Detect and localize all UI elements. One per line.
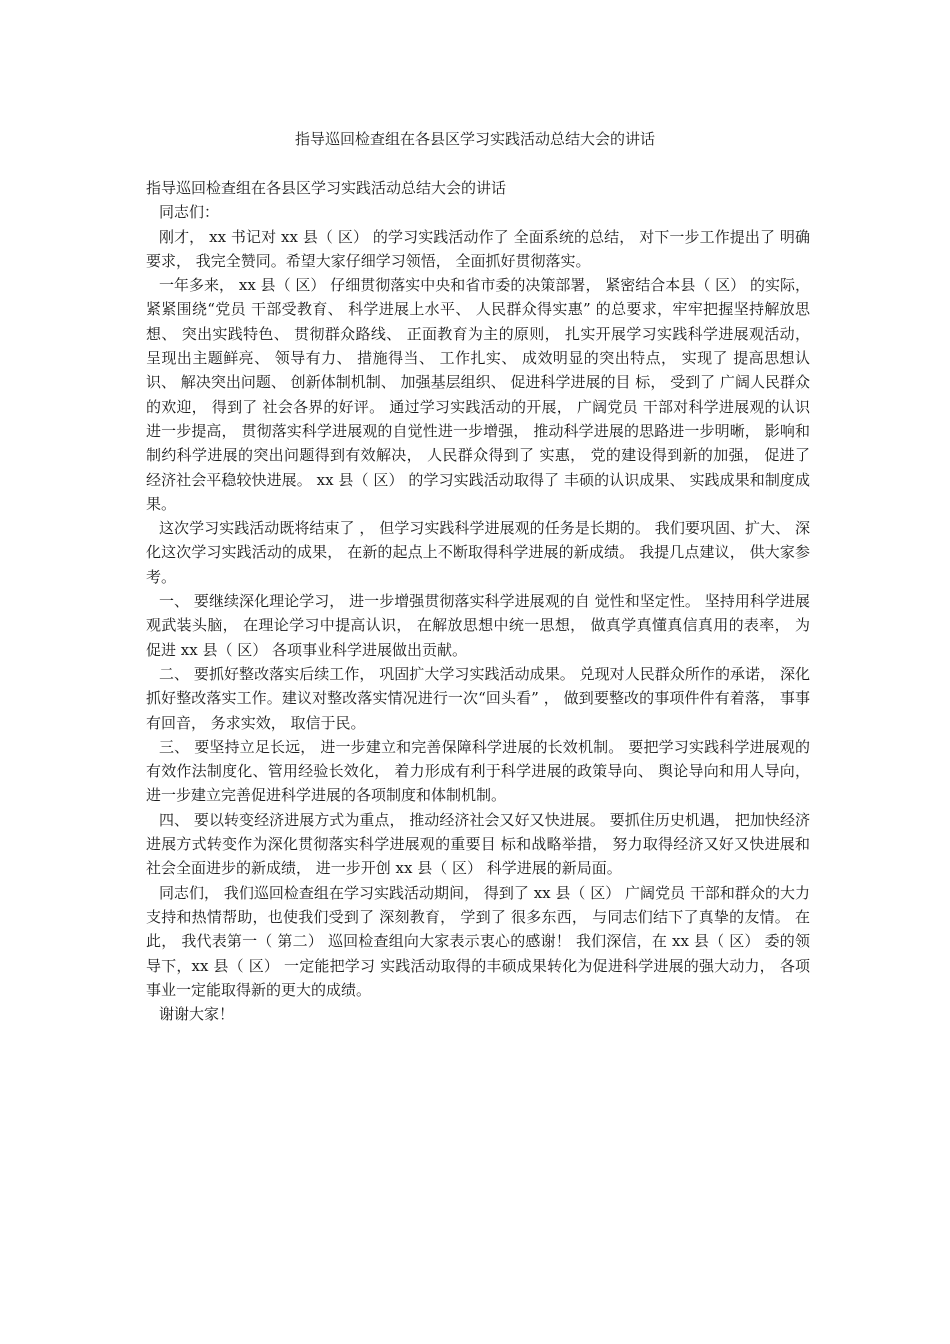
document-title: 指导巡回检查组在各县区学习实践活动总结大会的讲话	[294, 130, 655, 148]
paragraph: 同志们， 我们巡回检查组在学习实践活动期间， 得到了 xx 县（ 区） 广阔党员 干部和群众的大力支持和热情帮助，也使我们受到了 深刻教育， 学到了 很多东西， 与同志们结下了真挚的友情。 在此， 我代表第一（ 第二） 巡回检查组向大家表示衷心的感谢！ 我们深信，在 xx 县（ 区） 委的领导下，xx 县（ 区） 一定能把学习 实践活动取得的丰硕成果转化为促进科学进展的强大动力， 各项事业一定能取得新的更大的成绩。	[146, 883, 810, 999]
paragraph: 一年多来， xx 县（ 区） 仔细贯彻落实中央和省市委的决策部署， 紧密结合本县（ 区） 的实际， 紧紧围绕“党员 干部受教育、 科学进展上水平、 人民群众得实惠” 的总要求，牢牢把握坚持解放思想、 突出实践特色、 贯彻群众路线、 正面教育为主的原则， 扎实开展学习实践科学进展观活动， 呈现出主题鲜亮、 领导有力、 措施得当、 工作扎实、 成效明显的突出特点， 实现了 提高思想认识、 解决突出问题、 创新体制机制、 加强基层组织、 促进科学进展的目 标， 受到了 广阔人民群众的欢迎， 得到了 社会各界的好评。 通过学习实践活动的开展， 广阔党员 干部对科学进展观的认识进一步提高， 贯彻落实科学进展观的自觉性进一步增强， 推动科学进展的思路进一步明晰， 影响和制约科学进展的突出问题得到有效解决， 人民群众得到了 实惠， 党的建设得到新的加强， 促进了经济社会平稳较快进展。 xx 县（ 区） 的学习实践活动取得了 丰硕的认识成果、 实践成果和制度成果。	[146, 276, 810, 513]
paragraph: 三、 要坚持立足长远， 进一步建立和完善保障科学进展的长效机制。 要把学习实践科学进展观的有效作法制度化、管用经验长效化， 着力形成有利于科学进展的政策导向、 舆论导向和用人导向， 进一步建立完善促进科学进展的各项制度和体制机制。	[146, 737, 810, 805]
paragraph: 这次学习实践活动既将结束了 ， 但学习实践科学进展观的任务是长期的。 我们要巩固、扩大、 深化这次学习实践活动的成果， 在新的起点上不断取得科学进展的新成绩。 我提几点建议， 供大家参考。	[146, 519, 810, 586]
body-heading: 指导巡回检查组在各县区学习实践活动总结大会的讲话	[146, 179, 507, 197]
closing: 谢谢大家！	[159, 1005, 235, 1024]
document-body	[146, 176, 810, 1026]
paragraph: 二、 要抓好整改落实后续工作， 巩固扩大学习实践活动成果。 兑现对人民群众所作的承诺， 深化抓好整改落实工作。建议对整改落实情况进行一次“回头看” ， 做到要整改的事项件件有着落， 事事有回音， 务求实效， 取信于民。	[146, 664, 810, 732]
paragraph: 四、 要以转变经济进展方式为重点， 推动经济社会又好又快进展。 要抓住历史机遇， 把加快经济进展方式转变作为深化贯彻落实科学进展观的重要目 标和战略举措， 努力取得经济又好又快进展和社会全面进步的新成绩， 进一步开创 xx 县（ 区） 科学进展的新局面。	[146, 810, 810, 878]
salutation: 同志们：	[159, 203, 220, 222]
paragraph: 刚才， xx 书记对 xx 县（ 区） 的学习实践活动作了 全面系统的总结， 对下一步工作提出了 明确要求， 我完全赞同。希望大家仔细学习领悟， 全面抓好贯彻落实。	[146, 227, 810, 270]
paragraph: 一、 要继续深化理论学习， 进一步增强贯彻落实科学进展观的自 觉性和坚定性。 坚持用科学进展观武装头脑， 在理论学习中提高认识， 在解放思想中统一思想， 做真学真懂真信真用的表率， 为促进 xx 县（ 区） 各项事业科学进展做出贡献。	[146, 592, 810, 659]
